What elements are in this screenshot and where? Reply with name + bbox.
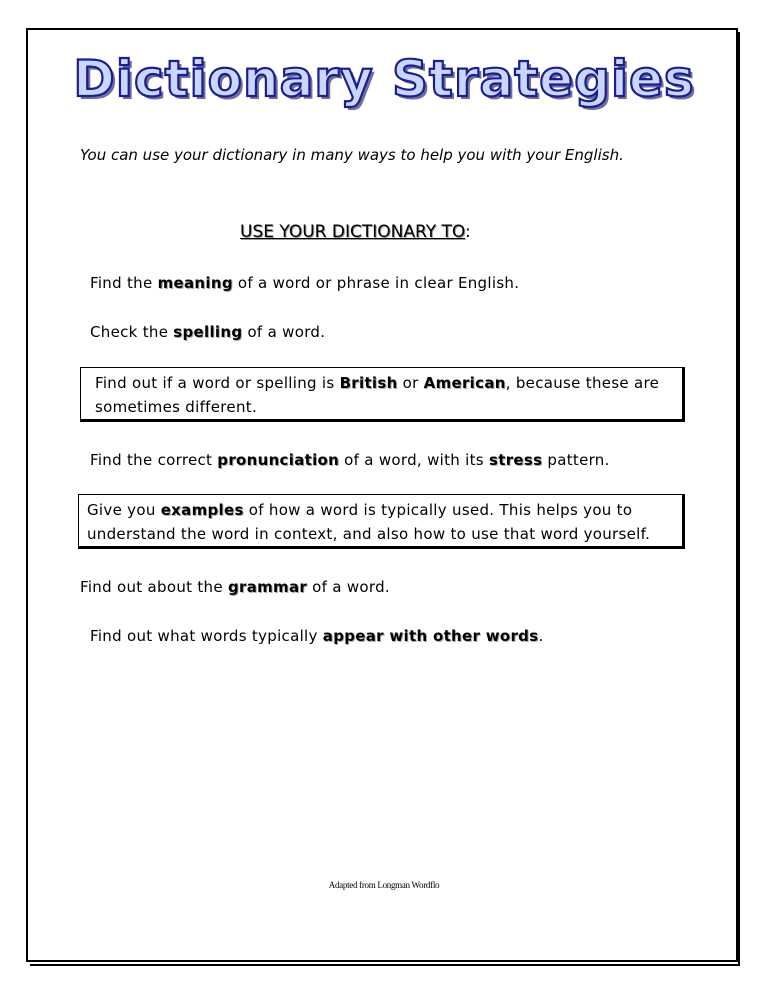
strategy-keyword: stress — [489, 451, 543, 469]
strategy-keyword: appear with other words — [322, 627, 539, 645]
section-heading-text: USE YOUR DICTIONARY TO — [240, 222, 465, 242]
strategy-text: Find out if a word or spelling is — [95, 374, 340, 392]
strategy-text: Find the correct — [90, 451, 218, 469]
strategy-keyword: spelling — [173, 323, 243, 341]
strategy-text: Find the — [90, 274, 158, 292]
strategy-text: or — [397, 374, 424, 392]
strategy-spelling — [90, 323, 325, 341]
strategy-text: of a word or phrase in clear English. — [232, 274, 520, 292]
strategy-keyword: American — [423, 374, 506, 392]
strategy-text: Give you — [87, 501, 161, 519]
strategy-text: , because these are sometimes different. — [95, 374, 660, 416]
strategy-british-american-box — [80, 367, 685, 422]
strategy-keyword: grammar — [227, 578, 308, 596]
section-heading — [240, 222, 471, 242]
strategy-text: of a word. — [307, 578, 391, 596]
strategy-meaning — [90, 274, 519, 292]
strategy-pronunciation — [90, 451, 610, 469]
strategy-examples-box — [78, 494, 685, 549]
strategy-keyword: pronunciation — [217, 451, 340, 469]
intro-text: You can use your dictionary in many ways to help you with your English. — [80, 146, 624, 164]
strategy-keyword: examples — [160, 501, 244, 519]
strategy-text: Find out what words typically — [90, 627, 323, 645]
source-credit: Adapted from Longman Wordflo — [328, 880, 440, 890]
strategy-keyword: meaning — [157, 274, 233, 292]
strategy-text: of a word, with its — [339, 451, 489, 469]
strategy-text: Find out about the — [80, 578, 228, 596]
strategy-collocations — [90, 627, 544, 645]
strategy-keyword: British — [339, 374, 398, 392]
strategy-grammar — [80, 578, 390, 596]
section-heading-colon: : — [464, 222, 471, 242]
strategy-text: of how a word is typically used. This helps you to understand the word in context, and also how to use that word yourself. — [87, 501, 651, 543]
document-title: Dictionary Strategies — [73, 50, 695, 108]
strategy-text: pattern. — [542, 451, 610, 469]
strategy-text: . — [538, 627, 544, 645]
strategy-text: of a word. — [242, 323, 326, 341]
strategy-text: Check the — [90, 323, 174, 341]
